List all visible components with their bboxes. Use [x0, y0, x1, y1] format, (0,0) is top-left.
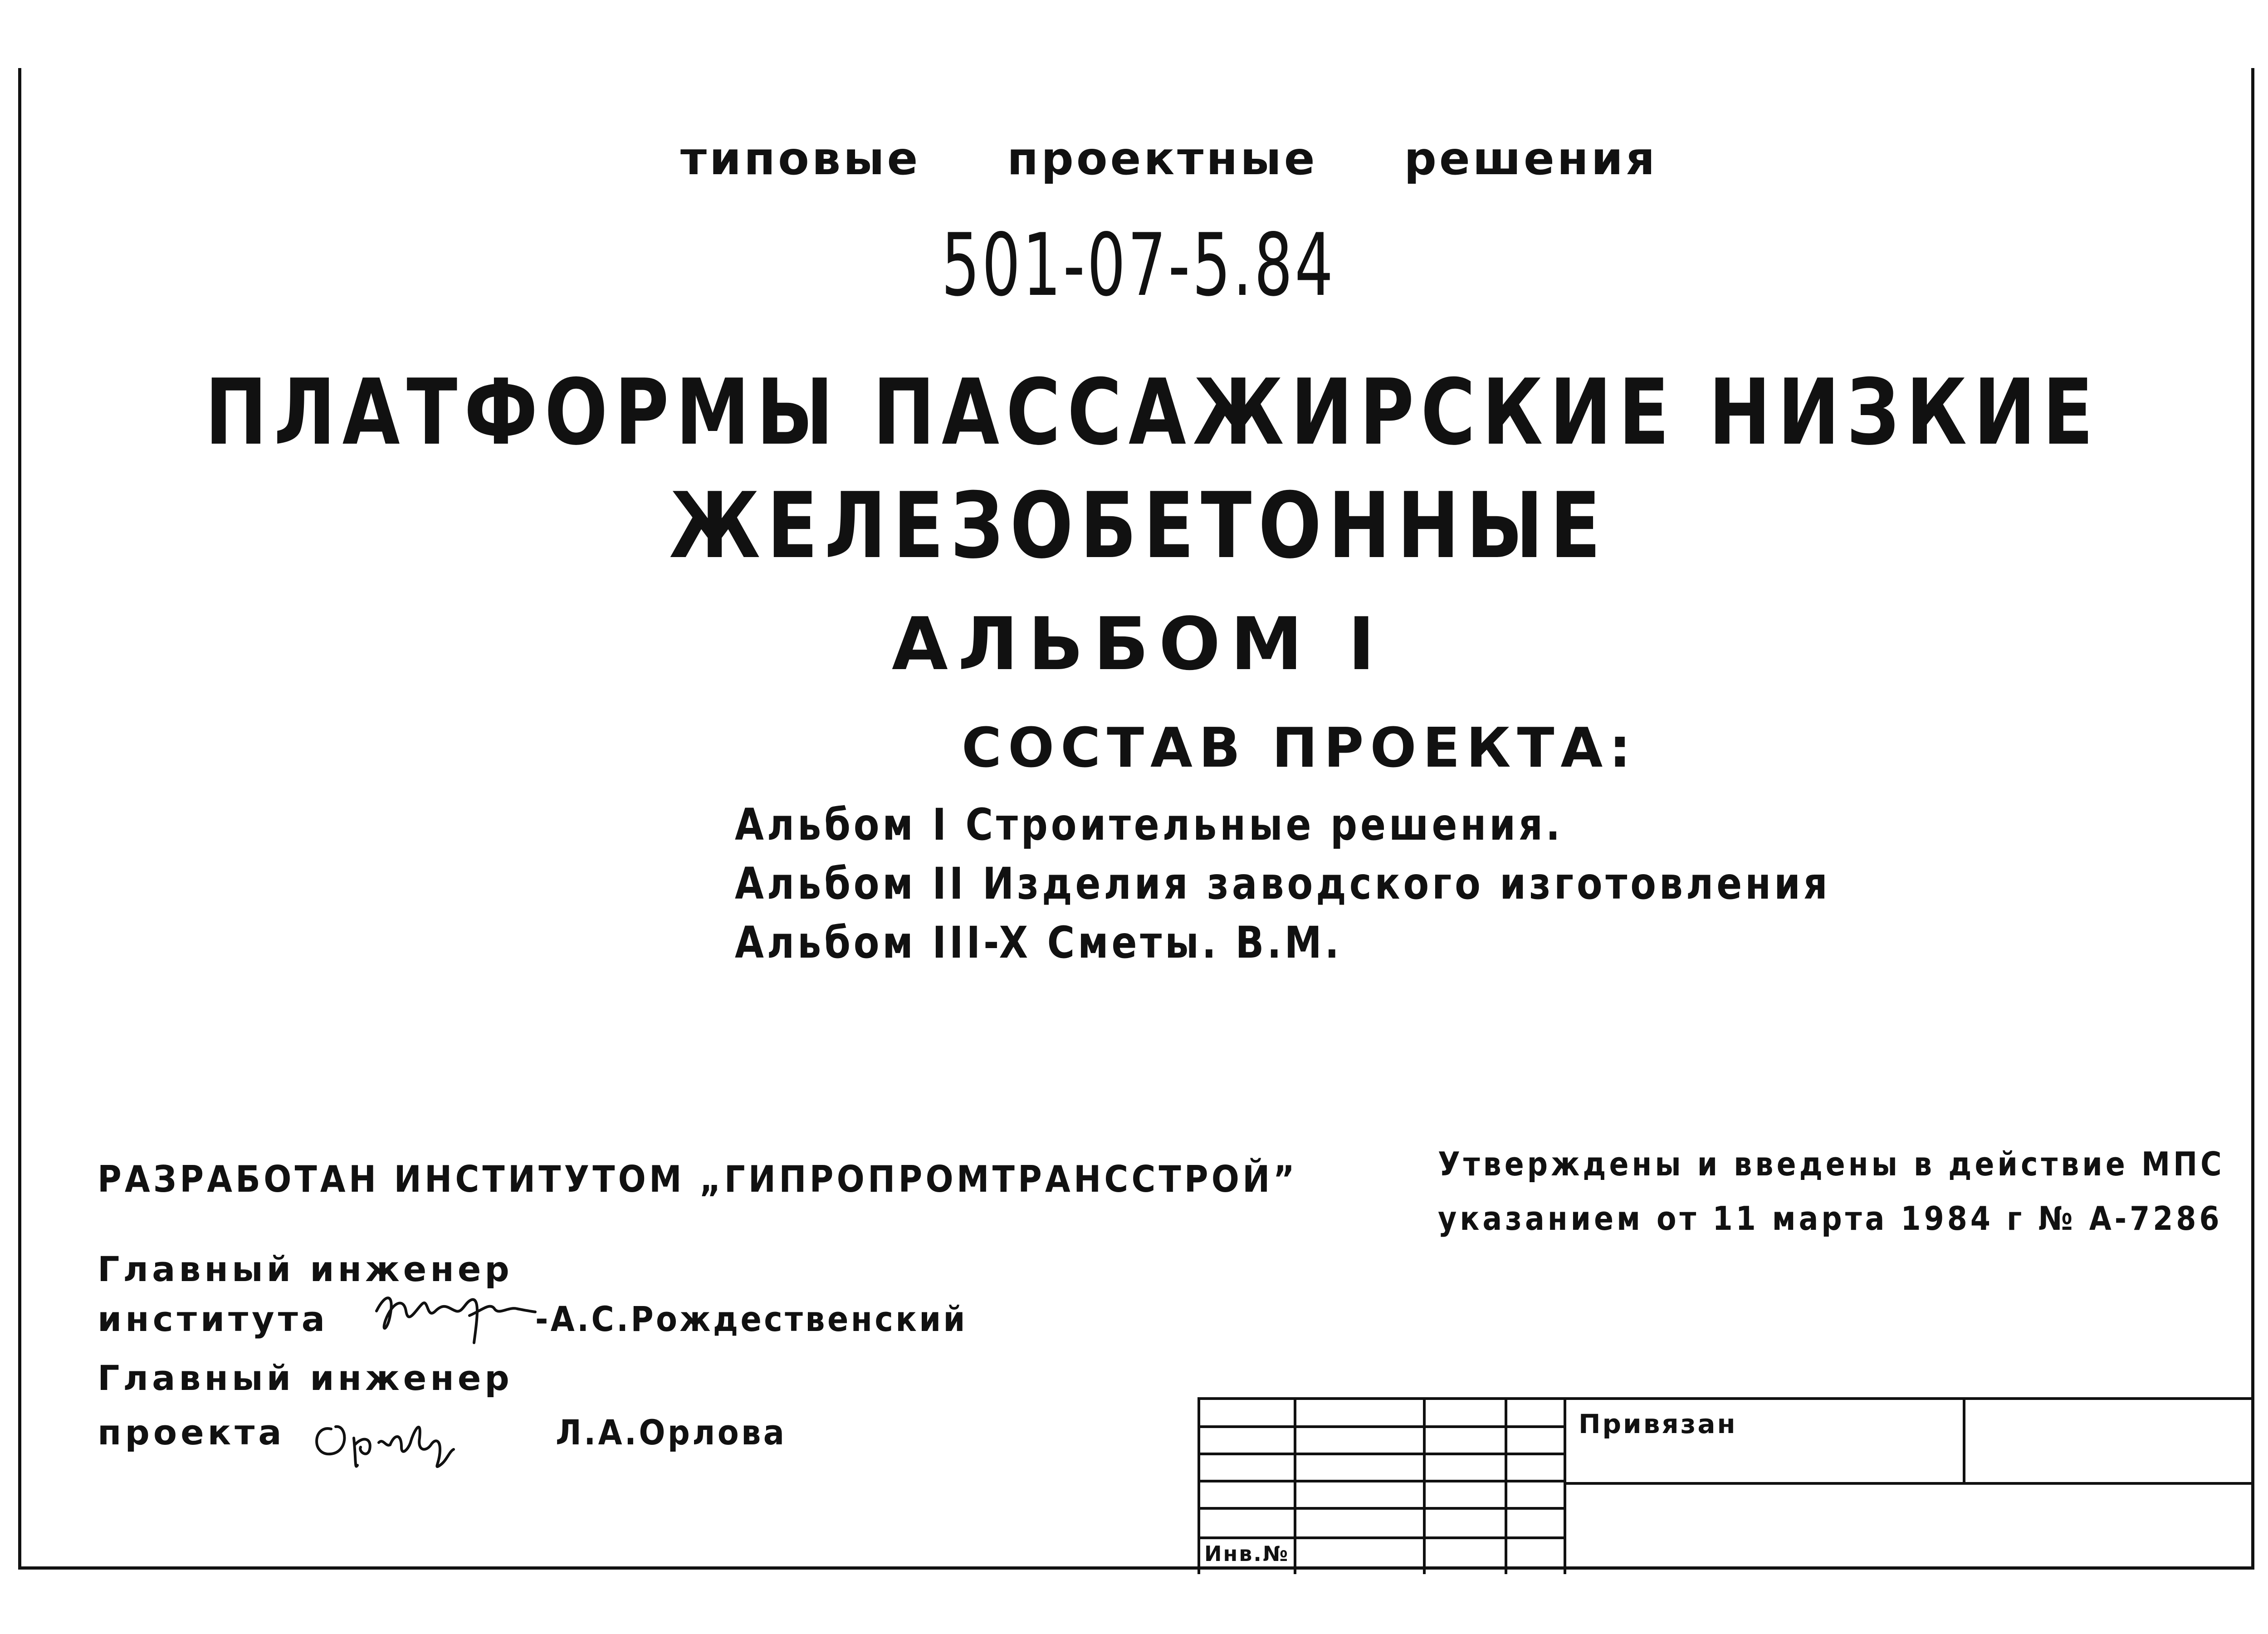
composition-heading: СОСТАВ ПРОЕКТА:: [962, 717, 1637, 780]
album-title: АЛЬБОМ I: [891, 602, 1385, 686]
handwritten-signature-project: [304, 1406, 476, 1476]
composition-item: Альбом II Изделия заводского изготовления: [735, 858, 1831, 909]
chief-engineer-project-label: Главный инженер: [98, 1358, 513, 1398]
chief-engineer-institute-label: Главный инженер: [98, 1249, 513, 1289]
document-title-line-1: ПЛАТФОРМЫ ПАССАЖИРСКИЕ НИЗКИЕ: [205, 360, 2100, 465]
series-label: типовые проектные решения: [680, 132, 1658, 185]
stamp-inventory-label: Инв.№: [1204, 1541, 1290, 1566]
developer-statement: РАЗРАБОТАН ИНСТИТУТОМ „ГИПРОПРОМТРАНССТРОЙ”: [98, 1158, 1298, 1200]
approval-line-2: указанием от 11 марта 1984 г № А-7286: [1438, 1199, 2223, 1238]
series-number: 501-07-5.84: [941, 215, 1335, 315]
approval-line-1: Утверждены и введены в действие МПС: [1438, 1145, 2225, 1183]
chief-engineer-project-name: Л.А.Орлова: [556, 1412, 787, 1453]
chief-engineer-project-label-2: проекта: [98, 1412, 285, 1453]
chief-engineer-institute-label-2: института: [98, 1299, 329, 1339]
document-title-line-2: ЖЕЛЕЗОБЕТОННЫЕ: [669, 473, 1608, 579]
composition-item: Альбом I Строительные решения.: [735, 799, 1564, 850]
title-block-stamp: [1198, 1397, 2254, 1574]
composition-item: Альбом III-X Сметы. В.М.: [735, 917, 1342, 968]
stamp-attached-label: Привязан: [1579, 1409, 1737, 1439]
chief-engineer-institute-name: -А.С.Рождественский: [535, 1299, 968, 1339]
handwritten-signature-institute: [372, 1284, 544, 1354]
